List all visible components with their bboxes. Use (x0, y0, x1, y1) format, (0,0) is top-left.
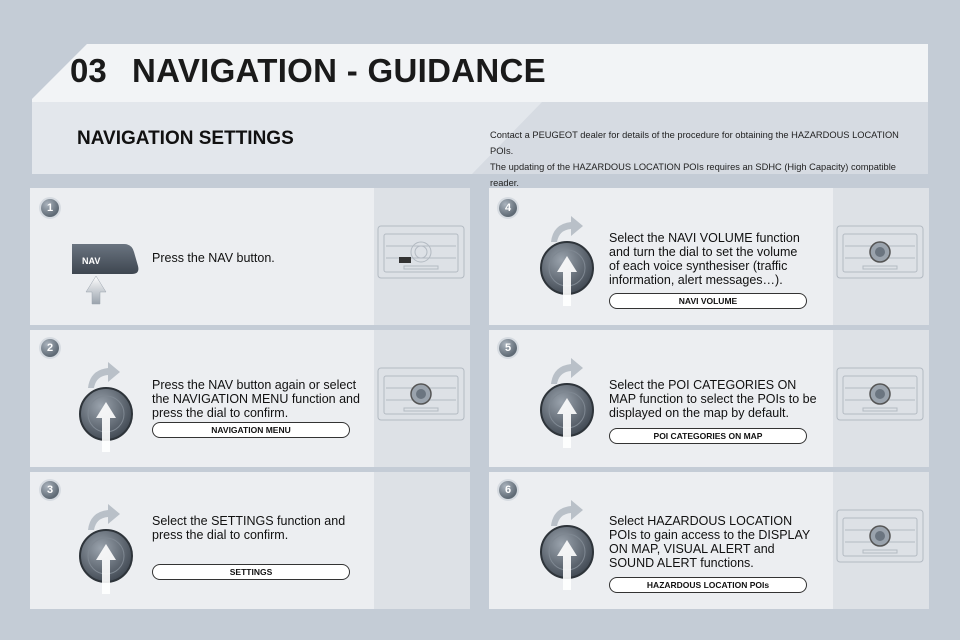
radio-unit-icon (374, 188, 470, 325)
radio-unit-icon (833, 330, 929, 467)
dealer-note (490, 127, 920, 191)
step-badge-4: 4 (499, 199, 517, 217)
step-text-5: Select the POI CATEGORIES ON MAP function to select the POIs to be displayed on the map by default. (609, 378, 817, 420)
step-badge-1: 1 (41, 199, 59, 217)
step-text-6: Select HAZARDOUS LOCATION POIs to gain access to the DISPLAY ON MAP, VISUAL ALERT and SOUND ALERT functions. (609, 514, 811, 570)
step-panel-2 (30, 330, 470, 467)
radio-unit-icon (374, 330, 470, 467)
step-badge-5: 5 (499, 339, 517, 357)
step-text-1: Press the NAV button. (152, 251, 275, 265)
svg-text:NAV: NAV (82, 256, 101, 266)
radio-unit-area (833, 472, 929, 609)
menu-label-navi-volume: NAVI VOLUME (609, 293, 807, 309)
step-panel-1 (30, 188, 470, 325)
menu-label-navigation-menu: NAVIGATION MENU (152, 422, 350, 438)
rotary-dial-icon (76, 384, 136, 454)
menu-label-poi-categories: POI CATEGORIES ON MAP (609, 428, 807, 444)
radio-unit-area (374, 330, 470, 467)
radio-unit-icon (833, 188, 929, 325)
radio-unit-area (374, 472, 470, 609)
step-panel-6 (489, 472, 929, 609)
section-title: NAVIGATION SETTINGS (77, 128, 294, 149)
step-panel-3 (30, 472, 470, 609)
radio-unit-icon (833, 472, 929, 609)
rotary-dial-icon (76, 526, 136, 596)
nav-button-icon (68, 236, 148, 306)
page-title: NAVIGATION - GUIDANCE (132, 52, 546, 89)
rotary-dial-icon (537, 380, 597, 450)
radio-unit-area (833, 188, 929, 325)
menu-label-settings: SETTINGS (152, 564, 350, 580)
note-line-2: The updating of the HAZARDOUS LOCATION POIs requires an SDHC (High Capacity) compatible reader. (490, 162, 896, 188)
step-panel-5 (489, 330, 929, 467)
menu-label-hazardous-location: HAZARDOUS LOCATION POIs (609, 577, 807, 593)
step-text-4: Select the NAVI VOLUME function and turn the dial to set the volume of each voice synthesiser (traffic information, alert messages…). (609, 231, 800, 287)
chapter-number: 03 (70, 52, 107, 89)
radio-unit-area (833, 330, 929, 467)
step-text-2: Press the NAV button again or select the NAVIGATION MENU function and press the dial to confirm. (152, 378, 360, 420)
step-badge-3: 3 (41, 481, 59, 499)
step-text-3: Select the SETTINGS function and press the dial to confirm. (152, 514, 346, 542)
rotary-dial-icon (537, 238, 597, 308)
note-line-1: Contact a PEUGEOT dealer for details of the procedure for obtaining the HAZARDOUS LOCATION POIs. (490, 130, 899, 156)
step-badge-2: 2 (41, 339, 59, 357)
radio-unit-area (374, 188, 470, 325)
step-panel-4 (489, 188, 929, 325)
step-badge-6: 6 (499, 481, 517, 499)
rotary-dial-icon (537, 522, 597, 592)
